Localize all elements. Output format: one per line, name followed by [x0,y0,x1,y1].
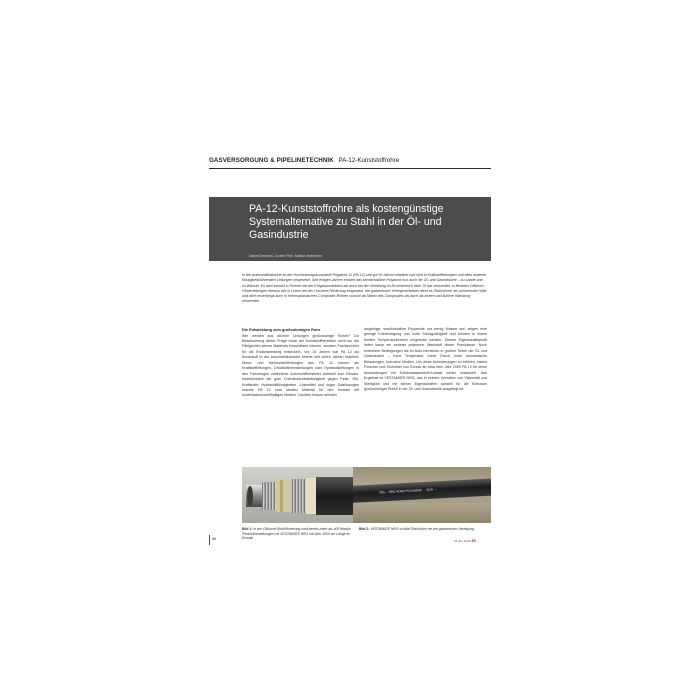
issue-date: 10-11 | 2016 [454,539,471,543]
flexible-pipe-illustration [242,467,354,523]
soil-bottom [353,503,491,523]
figure-pipe-trench-photo [353,467,491,523]
figure-2-label: Bild 2: [359,527,370,531]
magazine-page [209,155,491,545]
body-text-right: langlebige, semikristalline Polyamide nur wenig Wasser auf, zeigen eine geringe Kriechneigung und hohe Schlagzähigkeit und können in einem breiten Temperaturbereich eingesetzt werden. Diesen Eigenschaftsprofil liefert kaum ein anderer polymerer Werkstoff dieser Preisklasse. Noch extremere Bedingungen als im Auto herrschen in großen Tiefen der Öl- und Gasindustrie – hohe Temperatur, hoher Druck, hohe mechanische Belastungen, korrosive Medien. Um diese Anforderungen zu erfüllen, haben Forscher und Techniker von Evonik ab etwa dem Jahr 2000 PA 12 für diese Anwendungen mit Kohlenwasserstoff-Kontakt weiter entwickelt. Das Ergebnis ist VESTAMID® NRG, das in seinem Verhalten von Viskosität und Steifigkeit und mit seinen Eigenschaften speziell für die Extrusion großvolumiger Rohre in der Öl- und Gasindustrie ausgelegt ist. [364,327,487,391]
publisher-mark: 3R [471,539,476,543]
title-box [209,197,491,261]
figure-1-caption [242,527,354,541]
body-column-left [242,327,359,399]
section-subcategory: PA-12-Kunststoffrohre [338,157,400,164]
figure-2-caption-text: VESTAMID® NRG schützt Stahlrohre bei der grabenlosen Verlegung [370,527,474,531]
page-number: 80 [212,537,217,541]
section-category: GASVERSORGUNG & PIPELINETECHNIK [209,157,334,164]
article-authors: Daniel Demicoli, Jochen Fritz, Markus Hartmann [249,254,322,258]
figure-1-label: Bild 1: [242,527,253,531]
section-header [209,155,491,169]
issue-info [454,539,476,543]
pipe-print-text: VES⋯ NRG HDPE POLYMERS ⋯ SDR ⋯ [378,487,437,495]
body-column-right [364,327,487,392]
article-title: PA-12-Kunststoffrohre als kostengünstige Systemalternative zu Stahl in der Öl- und Gasindustrie [249,203,444,241]
figure-2-caption [359,527,487,532]
figure-1-caption-text: In der Offshore-Rohölförderung sind bereits mehr als 400 flexible Produktionsleitungen mit VESTAMID® NRG mit über 1000 km Länge im Einsatz [242,527,351,541]
article-lead: In der Automobilindustrie ist der Hochleistungskunststoff Polyamid 12 (PA 12) seit gut 50 Jahren etabliert und wird in Kraftstoffleitungen und allen anderen flüssigkeitsführenden Leitungen eingesetzt. Seit einigen Jahren erobert das semikristalline Polyamid nun auch die Öl- und Gasindustrie – zu Lande und zu Wasser. Es wird sowohl in Rohren bei der Erdgasproduktion als auch bei der Verteilung im Druckbereich über 10 bar verwendet, in flexiblen Offshore-Förderleitungen ebenso wie in Linern bei der Onshore-Förderung eingesetzt, die grabenlosen Verlegeverfahren dient es Stahlrohren als schützende Hülle und wird neuerdings auch in thermoplastischen Composite-Rohren sowohl als Matrix des Composites als auch als innere und äußere Wandung verwendet. [242,273,487,304]
article-subheading: Die Entwicklung zum großvolumigen Rohr [242,327,321,332]
figure-flexible-pipe-photo [242,467,354,523]
page-number-bar [209,535,210,545]
body-text-left: Wie werden aus dünnen Leitungen großvolumige Rohre? Zur Beantwortung dieser Frage muss der Kunststoffhersteller nicht nur die Fähigkeiten seines Materials einschätzen können, sondern Fachkenntnis für die Endanwendung entwickeln. Vor 15 Jahren war PA 12 als Kunststoff in der Automobilindustrie bereits seit vielen Jahren etabliert: Mono- und Mehrschichtleitungen aus PA 12 kamen als Kraftstoffleitungen, Druckluftbremsleitungen oder Hydraulikleitungen in den Fahrzeugen zahlreicher Automobilhersteller weltweit zum Einsatz. Insbesondere die gute Chemikalienbeständigkeit gegen Fette, Öle, Kraftstoffe, Hydraulikflüssigkeiten, Lösemittel und sogar Salzlösungen machte PA 12 zum idealen Material für den Kontakt mit kohlenwasserstoffhaltigen Medien. Darüber hinaus nehmen [242,333,359,398]
